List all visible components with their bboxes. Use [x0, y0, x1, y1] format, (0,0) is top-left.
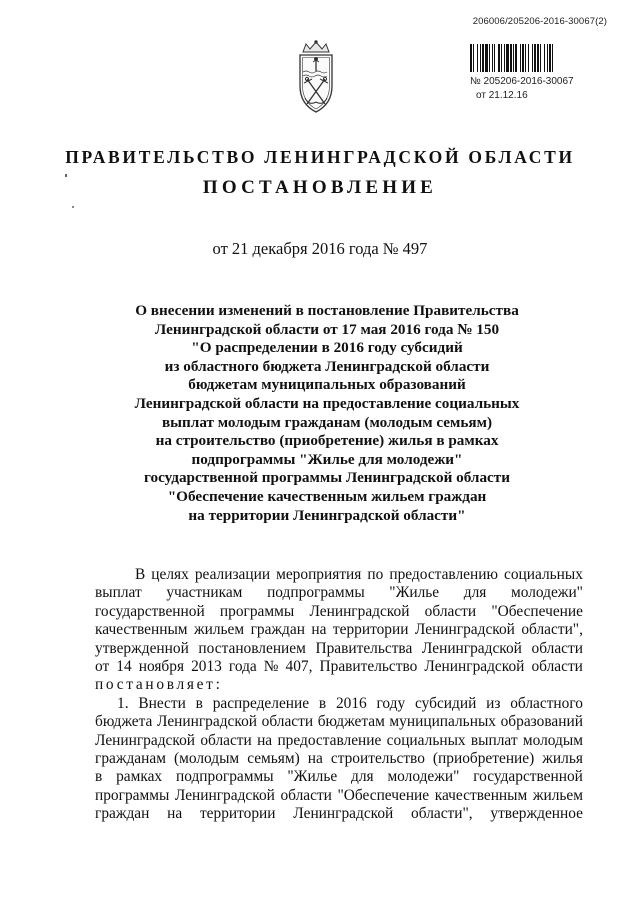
- word: Ленинградской: [157, 713, 258, 731]
- word: семьям): [247, 750, 300, 768]
- word: бюджетам: [317, 713, 385, 731]
- title-line: выплат молодым гражданам (молодым семьям): [161, 413, 492, 431]
- barcode-bar: [477, 44, 478, 72]
- word: Ленинградской: [424, 658, 525, 676]
- word: субсидий: [415, 694, 477, 712]
- barcode-bar: [552, 44, 553, 72]
- body-line: [95, 695, 583, 713]
- barcode-bar: [510, 44, 512, 72]
- document-registration-code: 206006/205206-2016-30067(2): [472, 16, 607, 27]
- barcode-bar: [501, 44, 502, 72]
- title-line: на строительство (приобретение) жилья в рамках: [155, 432, 499, 450]
- title-line: государственной программы Ленинградской области: [143, 469, 510, 487]
- word: на: [311, 621, 327, 639]
- word: социальных: [386, 731, 466, 749]
- word: постановлением: [198, 639, 306, 657]
- barcode-bar: [544, 44, 545, 72]
- barcode-bar: [480, 44, 481, 72]
- scan-speck: [72, 206, 74, 208]
- barcode-number: № 205206-2016-30067: [470, 76, 574, 87]
- body-line: [95, 750, 583, 768]
- word: мероприятия: [276, 566, 362, 583]
- word: области",: [521, 621, 583, 639]
- body-line: [95, 603, 583, 621]
- word: социальных: [503, 566, 583, 583]
- word: области: [280, 786, 332, 804]
- word: распределение: [212, 694, 310, 712]
- word: утвержденное: [490, 805, 583, 823]
- barcode-bar: [506, 44, 509, 72]
- word: году: [376, 694, 406, 712]
- title-line: О внесении изменений в постановление Правительства: [135, 302, 519, 319]
- word: качественным: [434, 786, 528, 804]
- word: молодежи": [387, 768, 460, 786]
- title-line: из областного бюджета Ленинградской области: [164, 357, 490, 375]
- barcode-bar: [470, 44, 472, 72]
- title-line: подпрограммы "Жилье для молодежи": [191, 450, 463, 468]
- word: "Жилье: [389, 584, 440, 602]
- word: образований: [500, 713, 583, 731]
- government-name: ПРАВИТЕЛЬСТВО ЛЕНИНГРАДСКОЙ ОБЛАСТИ: [65, 147, 575, 167]
- body-line: [95, 621, 583, 639]
- coat-of-arms-icon: [276, 38, 356, 118]
- word: выплат: [95, 584, 142, 602]
- document-body: [95, 566, 583, 824]
- word: "Обеспечение: [337, 786, 430, 804]
- document-date: от 21 декабря 2016 года № 497: [212, 239, 428, 258]
- word: программы: [219, 602, 295, 620]
- word: 14: [116, 658, 132, 676]
- barcode-bar: [482, 44, 484, 72]
- word: жилья: [542, 750, 583, 768]
- title-line: "Обеспечение качественным жильем граждан: [167, 487, 487, 505]
- word: Внести: [138, 694, 186, 712]
- word: гражданам: [95, 750, 166, 768]
- word: Правительства: [315, 639, 413, 657]
- word: молодежи": [510, 584, 583, 602]
- body-line: [95, 566, 583, 584]
- word: бюджета: [95, 713, 153, 731]
- word: области: [424, 602, 477, 620]
- body-line: [95, 640, 583, 658]
- barcode-bar: [549, 44, 551, 72]
- barcode-bar: [485, 44, 488, 72]
- word: государственной: [95, 602, 205, 620]
- barcode-bar: [534, 44, 536, 72]
- word: утвержденной: [95, 639, 189, 657]
- word: года: [228, 658, 257, 676]
- word: 2016: [335, 694, 367, 712]
- word: Ленинградской: [95, 731, 196, 749]
- barcode-icon: [470, 44, 608, 72]
- word: для: [463, 584, 487, 602]
- word: выплат: [470, 731, 518, 749]
- word: области",: [411, 805, 473, 823]
- word: области: [261, 713, 314, 731]
- word: "Обеспечение: [491, 602, 583, 620]
- word: Ленинградской: [293, 805, 394, 823]
- title-line: на территории Ленинградской области": [188, 506, 466, 524]
- word: 1.: [117, 694, 129, 712]
- word: области: [531, 658, 583, 676]
- word: подпрограммы: [267, 584, 365, 602]
- word: целях: [151, 566, 189, 583]
- word: из: [486, 694, 501, 712]
- body-line: [95, 787, 583, 805]
- word: в: [195, 694, 203, 712]
- word: В: [135, 566, 146, 583]
- word: Правительство: [319, 658, 418, 676]
- barcode-bar: [525, 44, 526, 72]
- barcode-bar: [520, 44, 521, 72]
- word: граждан: [95, 805, 150, 823]
- word: в: [318, 694, 327, 712]
- body-line: [95, 713, 583, 731]
- word: территории: [199, 805, 276, 823]
- word: области: [200, 731, 252, 749]
- word: области: [531, 639, 583, 657]
- body-line-resolves: постановляет:: [95, 676, 223, 694]
- word: молодым: [522, 731, 583, 749]
- word: 2013: [191, 658, 222, 676]
- word: Ленинградской: [414, 621, 515, 639]
- word: №: [263, 658, 279, 676]
- body-line: [95, 805, 583, 823]
- barcode-bar: [492, 44, 493, 72]
- title-line: Ленинградской области от 17 мая 2016 года № 150: [154, 320, 500, 338]
- word: Ленинградской: [309, 602, 410, 620]
- barcode-bar: [489, 44, 490, 72]
- word: (молодым: [173, 750, 240, 768]
- word: подпрограммы: [175, 768, 274, 786]
- barcode-bar: [515, 44, 517, 72]
- word: по: [367, 566, 384, 583]
- word: граждан: [250, 621, 305, 639]
- word: жильем: [532, 786, 583, 804]
- word: государственной: [473, 768, 583, 786]
- word: Ленинградской: [174, 786, 275, 804]
- word: на: [257, 731, 273, 749]
- barcode-bar: [547, 44, 548, 72]
- body-line: [95, 768, 583, 786]
- word: качественным: [95, 621, 188, 639]
- word: ноября: [138, 658, 185, 676]
- word: от: [95, 658, 110, 676]
- word: областного: [510, 694, 583, 712]
- word: участникам: [166, 584, 243, 602]
- word: муниципальных: [389, 713, 496, 731]
- document-title: [80, 302, 574, 525]
- document-type-heading: ПОСТАНОВЛЕНИЕ: [202, 177, 438, 198]
- title-line: "О распределении в 2016 году субсидий: [191, 339, 463, 357]
- word: (приобретение): [432, 750, 535, 768]
- word: 407,: [285, 658, 313, 676]
- barcode-bar: [494, 44, 495, 72]
- barcode-bar: [528, 44, 529, 72]
- barcode-bar: [473, 44, 474, 72]
- barcode-date: от 21.12.16: [476, 90, 528, 101]
- title-line: бюджетам муниципальных образований: [188, 376, 466, 394]
- word: предоставление: [277, 731, 382, 749]
- word: рамках: [116, 768, 163, 786]
- word: для: [351, 768, 374, 786]
- word: территории: [332, 621, 409, 639]
- body-line: [95, 658, 583, 676]
- body-line: [95, 732, 583, 750]
- barcode-bar: [522, 44, 524, 72]
- barcode-bar: [540, 44, 541, 72]
- title-line: Ленинградской области на предоставление социальных: [134, 394, 520, 412]
- word: предоставлению: [389, 566, 498, 583]
- barcode-bar: [504, 44, 505, 72]
- word: Ленинградской: [421, 639, 522, 657]
- body-line: [95, 584, 583, 602]
- word: на: [167, 805, 183, 823]
- word: программы: [95, 786, 170, 804]
- barcode-bar: [513, 44, 514, 72]
- barcode-bar: [537, 44, 539, 72]
- word: на: [307, 750, 323, 768]
- word: "Жилье: [287, 768, 338, 786]
- word: реализации: [194, 566, 271, 583]
- word: в: [95, 768, 103, 786]
- barcode-bar: [498, 44, 500, 72]
- word: жильем: [193, 621, 245, 639]
- word: строительство: [330, 750, 425, 768]
- barcode-bar: [532, 44, 533, 72]
